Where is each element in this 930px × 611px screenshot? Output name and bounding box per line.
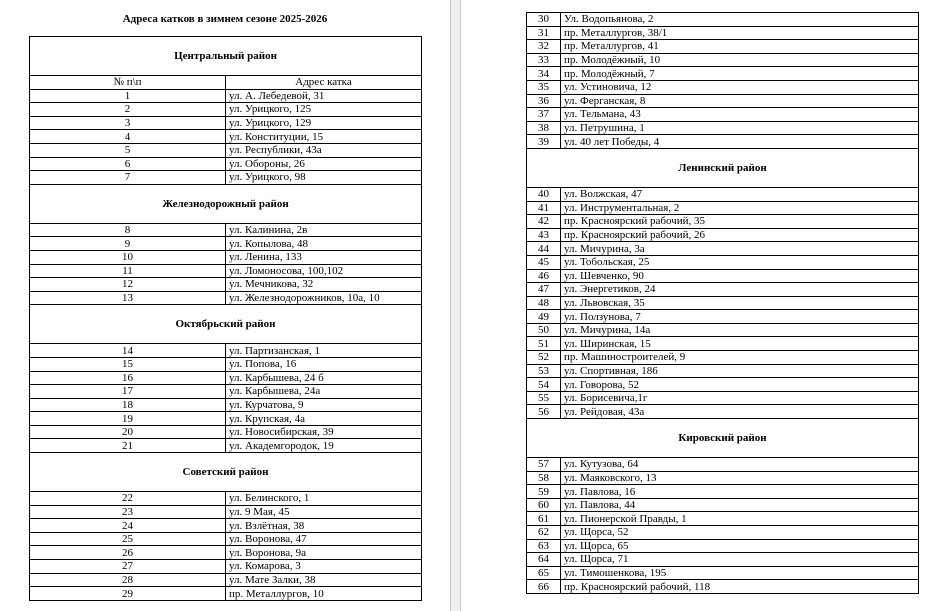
- district-name: Центральный район: [30, 37, 422, 76]
- rink-address: ул. Мечникова, 32: [226, 278, 422, 292]
- table-row: [527, 67, 919, 81]
- row-number: 36: [527, 94, 561, 108]
- row-number: 13: [30, 291, 226, 305]
- row-number: 58: [527, 471, 561, 485]
- rink-address: ул. Щорса, 52: [561, 526, 919, 540]
- row-number: 18: [30, 398, 226, 412]
- rink-address: ул. Мичурина, 14а: [561, 323, 919, 337]
- district-name: Октябрьский район: [30, 305, 422, 344]
- row-number: 28: [30, 573, 226, 587]
- table-row: [30, 116, 422, 130]
- table-row: [30, 223, 422, 237]
- table-row: [527, 215, 919, 229]
- rink-address: ул. 9 Мая, 45: [226, 505, 422, 519]
- district-header-row: [527, 419, 919, 458]
- row-number: 65: [527, 566, 561, 580]
- table-row: [527, 498, 919, 512]
- table-row: [527, 121, 919, 135]
- rink-address: пр. Металлургов, 41: [561, 40, 919, 54]
- table-row: [527, 471, 919, 485]
- row-number: 54: [527, 378, 561, 392]
- rink-address: ул. Комарова, 3: [226, 560, 422, 574]
- row-number: 6: [30, 157, 226, 171]
- rink-address: ул. Республики, 43а: [226, 143, 422, 157]
- row-number: 43: [527, 228, 561, 242]
- row-number: 57: [527, 458, 561, 472]
- row-number: 30: [527, 13, 561, 27]
- rink-address: ул. Крупская, 4а: [226, 412, 422, 426]
- table-row: [30, 143, 422, 157]
- row-number: 16: [30, 371, 226, 385]
- row-number: 29: [30, 587, 226, 601]
- table-row: [30, 492, 422, 506]
- row-number: 24: [30, 519, 226, 533]
- row-number: 9: [30, 237, 226, 251]
- row-number: 20: [30, 425, 226, 439]
- row-number: 12: [30, 278, 226, 292]
- table-row: [30, 371, 422, 385]
- row-number: 22: [30, 492, 226, 506]
- rink-address: ул. Щорса, 71: [561, 553, 919, 567]
- rink-address: пр. Молодёжный, 10: [561, 53, 919, 67]
- district-name: Кировский район: [527, 419, 919, 458]
- rink-address: пр. Красноярский рабочий, 26: [561, 228, 919, 242]
- table-row: [527, 269, 919, 283]
- table-row: [30, 250, 422, 264]
- table-row: [30, 237, 422, 251]
- table-row: [527, 135, 919, 149]
- rink-address: ул. Урицкого, 125: [226, 103, 422, 117]
- table-row: [527, 566, 919, 580]
- row-number: 46: [527, 269, 561, 283]
- row-number: 48: [527, 296, 561, 310]
- rink-address: ул. Урицкого, 98: [226, 171, 422, 185]
- table-row: [30, 587, 422, 601]
- row-number: 5: [30, 143, 226, 157]
- row-number: 40: [527, 187, 561, 201]
- table-row: [30, 439, 422, 453]
- rink-address: ул. Мичурина, 3а: [561, 242, 919, 256]
- table-row: [30, 103, 422, 117]
- document-title: Адреса катков в зимнем сезоне 2025-2026: [122, 13, 328, 25]
- rinks-table-body: [30, 37, 422, 601]
- table-row: [527, 458, 919, 472]
- table-row: [30, 357, 422, 371]
- district-name: Ленинский район: [527, 148, 919, 187]
- row-number: 53: [527, 364, 561, 378]
- row-number: 64: [527, 553, 561, 567]
- rink-address: ул. Петрушина, 1: [561, 121, 919, 135]
- row-number: 49: [527, 310, 561, 324]
- row-number: 34: [527, 67, 561, 81]
- row-number: 19: [30, 412, 226, 426]
- rink-address: пр. Машиностроителей, 9: [561, 351, 919, 365]
- rink-address: ул. Ширинская, 15: [561, 337, 919, 351]
- row-number: 32: [527, 40, 561, 54]
- row-number: 21: [30, 439, 226, 453]
- table-row: [30, 278, 422, 292]
- rink-address: ул. Академгородок, 19: [226, 439, 422, 453]
- row-number: 26: [30, 546, 226, 560]
- row-number: 41: [527, 201, 561, 215]
- row-number: 4: [30, 130, 226, 144]
- table-row: [527, 242, 919, 256]
- table-row: [527, 283, 919, 297]
- rink-address: ул. Калинина, 2в: [226, 223, 422, 237]
- rink-address: ул. Борисевича,1г: [561, 391, 919, 405]
- row-number: 59: [527, 485, 561, 499]
- rink-address: ул. Карбышева, 24 б: [226, 371, 422, 385]
- rink-address: ул. Курчатова, 9: [226, 398, 422, 412]
- table-row: [30, 398, 422, 412]
- rink-address: ул. Рейдовая, 43а: [561, 405, 919, 419]
- row-number: 38: [527, 121, 561, 135]
- district-header-row: [30, 305, 422, 344]
- rink-address: ул. Ленина, 133: [226, 250, 422, 264]
- table-row: [30, 560, 422, 574]
- rink-address: пр. Красноярский рабочий, 118: [561, 580, 919, 594]
- row-number: 61: [527, 512, 561, 526]
- table-row: [527, 553, 919, 567]
- row-number: 33: [527, 53, 561, 67]
- table-row: [527, 80, 919, 94]
- rink-address: ул. Инструментальная, 2: [561, 201, 919, 215]
- rink-address: ул. 40 лет Победы, 4: [561, 135, 919, 149]
- row-number: 23: [30, 505, 226, 519]
- rink-address: Ул. Водопьянова, 2: [561, 13, 919, 27]
- table-row: [527, 228, 919, 242]
- table-row: [30, 264, 422, 278]
- rink-address: ул. Пионерской Правды, 1: [561, 512, 919, 526]
- table-row: [30, 546, 422, 560]
- rink-address: ул. Воронова, 9а: [226, 546, 422, 560]
- rink-address: ул. Львовская, 35: [561, 296, 919, 310]
- rink-address: ул. Энергетиков, 24: [561, 283, 919, 297]
- row-number: 10: [30, 250, 226, 264]
- rink-address: пр. Металлургов, 10: [226, 587, 422, 601]
- table-row: [527, 108, 919, 122]
- rink-address: ул. Железнодорожников, 10а, 10: [226, 291, 422, 305]
- rink-address: ул. Мате Залки, 38: [226, 573, 422, 587]
- table-row: [527, 526, 919, 540]
- table-row: [527, 187, 919, 201]
- rink-address: пр. Красноярский рабочий, 35: [561, 215, 919, 229]
- table-row: [30, 385, 422, 399]
- table-row: [30, 519, 422, 533]
- table-row: [527, 94, 919, 108]
- row-number: 11: [30, 264, 226, 278]
- row-number: 15: [30, 357, 226, 371]
- table-row: [527, 13, 919, 27]
- row-number: 66: [527, 580, 561, 594]
- rink-address: ул. Обороны, 26: [226, 157, 422, 171]
- rink-address: ул. А. Лебедевой, 31: [226, 89, 422, 103]
- row-number: 47: [527, 283, 561, 297]
- row-number: 3: [30, 116, 226, 130]
- row-number: 31: [527, 26, 561, 40]
- district-header-row: [30, 453, 422, 492]
- page-divider: [450, 0, 461, 611]
- row-number: 2: [30, 103, 226, 117]
- table-row: [30, 89, 422, 103]
- table-row: [30, 532, 422, 546]
- rink-address: ул. Щорса, 65: [561, 539, 919, 553]
- row-number: 35: [527, 80, 561, 94]
- rink-address: ул. Конституции, 15: [226, 130, 422, 144]
- rink-address: ул. Попова, 16: [226, 357, 422, 371]
- row-number: 63: [527, 539, 561, 553]
- rink-address: ул. Устиновича, 12: [561, 80, 919, 94]
- rink-address: ул. Павлова, 16: [561, 485, 919, 499]
- table-row: [527, 26, 919, 40]
- table-row: [527, 351, 919, 365]
- table-row: [30, 291, 422, 305]
- row-number: 42: [527, 215, 561, 229]
- table-row: [30, 505, 422, 519]
- row-number: 51: [527, 337, 561, 351]
- rink-address: ул. Взлётная, 38: [226, 519, 422, 533]
- row-number: 62: [527, 526, 561, 540]
- table-row: [30, 171, 422, 185]
- rink-address: ул. Спортивная, 186: [561, 364, 919, 378]
- rink-address: ул. Тельмана, 43: [561, 108, 919, 122]
- rink-address: ул. Кутузова, 64: [561, 458, 919, 472]
- table-row: [527, 580, 919, 594]
- row-number: 37: [527, 108, 561, 122]
- row-number: 44: [527, 242, 561, 256]
- document-page-left: [0, 0, 450, 611]
- rink-address: ул. Павлова, 44: [561, 498, 919, 512]
- table-row: [527, 337, 919, 351]
- district-header-row: [30, 184, 422, 223]
- rink-address: ул. Тимошенкова, 195: [561, 566, 919, 580]
- table-row: [527, 40, 919, 54]
- district-header-row: [527, 148, 919, 187]
- column-header-row: [30, 76, 422, 90]
- table-row: [527, 255, 919, 269]
- column-header-number: № п\п: [30, 76, 226, 90]
- rink-address: ул. Говорова, 52: [561, 378, 919, 392]
- rink-address: ул. Волжская, 47: [561, 187, 919, 201]
- rink-address: ул. Ломоносова, 100,102: [226, 264, 422, 278]
- table-row: [527, 378, 919, 392]
- district-header-row: [30, 37, 422, 76]
- rink-address: пр. Металлургов, 38/1: [561, 26, 919, 40]
- table-row: [527, 364, 919, 378]
- row-number: 50: [527, 323, 561, 337]
- rink-address: ул. Копылова, 48: [226, 237, 422, 251]
- document-page-right: [462, 0, 930, 611]
- table-row: [527, 310, 919, 324]
- table-row: [527, 323, 919, 337]
- row-number: 7: [30, 171, 226, 185]
- rinks-table-right: [526, 12, 919, 594]
- district-name: Советский район: [30, 453, 422, 492]
- district-name: Железнодорожный район: [30, 184, 422, 223]
- rink-address: пр. Молодёжный, 7: [561, 67, 919, 81]
- table-row: [527, 201, 919, 215]
- rink-address: ул. Шевченко, 90: [561, 269, 919, 283]
- row-number: 8: [30, 223, 226, 237]
- table-row: [527, 539, 919, 553]
- rink-address: ул. Ползунова, 7: [561, 310, 919, 324]
- rink-address: ул. Маяковского, 13: [561, 471, 919, 485]
- row-number: 52: [527, 351, 561, 365]
- column-header-address: Адрес катка: [226, 76, 422, 90]
- row-number: 55: [527, 391, 561, 405]
- table-row: [30, 573, 422, 587]
- table-row: [30, 344, 422, 358]
- table-row: [30, 130, 422, 144]
- table-row: [527, 53, 919, 67]
- rink-address: ул. Карбышева, 24а: [226, 385, 422, 399]
- table-row: [527, 485, 919, 499]
- row-number: 27: [30, 560, 226, 574]
- rinks-table-body: [527, 13, 919, 594]
- rink-address: ул. Тобольская, 25: [561, 255, 919, 269]
- table-row: [30, 412, 422, 426]
- row-number: 1: [30, 89, 226, 103]
- table-row: [527, 405, 919, 419]
- rink-address: ул. Ферганская, 8: [561, 94, 919, 108]
- rink-address: ул. Партизанская, 1: [226, 344, 422, 358]
- row-number: 45: [527, 255, 561, 269]
- row-number: 14: [30, 344, 226, 358]
- rink-address: ул. Урицкого, 129: [226, 116, 422, 130]
- table-row: [30, 425, 422, 439]
- rinks-table-left: [29, 36, 422, 601]
- row-number: 17: [30, 385, 226, 399]
- table-row: [527, 512, 919, 526]
- row-number: 56: [527, 405, 561, 419]
- rink-address: ул. Воронова, 47: [226, 532, 422, 546]
- rink-address: ул. Белинского, 1: [226, 492, 422, 506]
- rink-address: ул. Новосибирская, 39: [226, 425, 422, 439]
- table-row: [527, 296, 919, 310]
- table-row: [527, 391, 919, 405]
- row-number: 25: [30, 532, 226, 546]
- row-number: 60: [527, 498, 561, 512]
- row-number: 39: [527, 135, 561, 149]
- table-row: [30, 157, 422, 171]
